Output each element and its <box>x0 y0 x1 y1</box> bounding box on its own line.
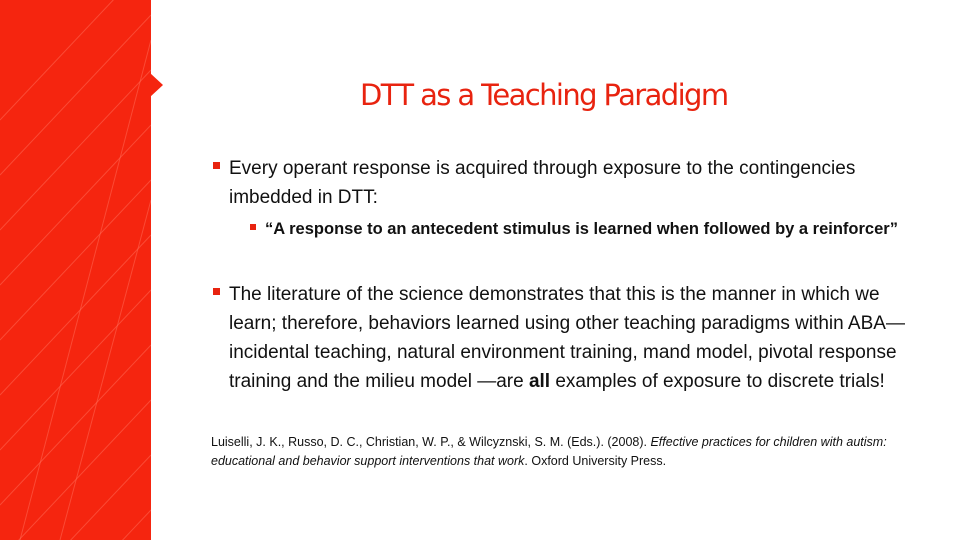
slide-title: DTT as a Teaching Paradigm <box>360 78 728 112</box>
side-decorative-band <box>0 0 151 540</box>
band-arrow-pointer <box>150 73 163 97</box>
bullet-square-icon <box>213 288 220 295</box>
bullet-square-icon <box>250 224 256 230</box>
bullet-2-emphasis: all <box>528 371 551 392</box>
bullet-square-icon <box>213 162 220 169</box>
citation-title: Effective practices for children with autism: educational and behavior support interventions that work <box>211 435 887 468</box>
bullet-item-1 <box>229 154 869 212</box>
citation-authors: Luiselli, J. K., Russo, D. C., Christian, W. P., & Wilcyznski, S. M. (Eds.). (2008). <box>211 435 651 449</box>
citation-publisher: . Oxford University Press. <box>524 454 667 468</box>
citation <box>211 433 931 471</box>
sub-bullet-item <box>265 216 905 242</box>
bullet-2-text-before: The literature of the science demonstrates that this is the manner in which we learn; therefore, behaviors learned using other teaching paradigms within ABA—incidental teaching, natural environment training, mand model, pivotal response training and the milieu model —are <box>229 284 905 392</box>
sub-bullet-text: “A response to an antecedent stimulus is learned when followed by a reinforcer” <box>265 220 898 238</box>
bullet-item-2 <box>229 280 909 396</box>
bullet-1-text: Every operant response is acquired through exposure to the contingencies imbedded in DTT: <box>229 158 856 208</box>
diagonal-line-pattern <box>0 0 151 540</box>
bullet-2-text-after: examples of exposure to discrete trials! <box>550 371 885 392</box>
